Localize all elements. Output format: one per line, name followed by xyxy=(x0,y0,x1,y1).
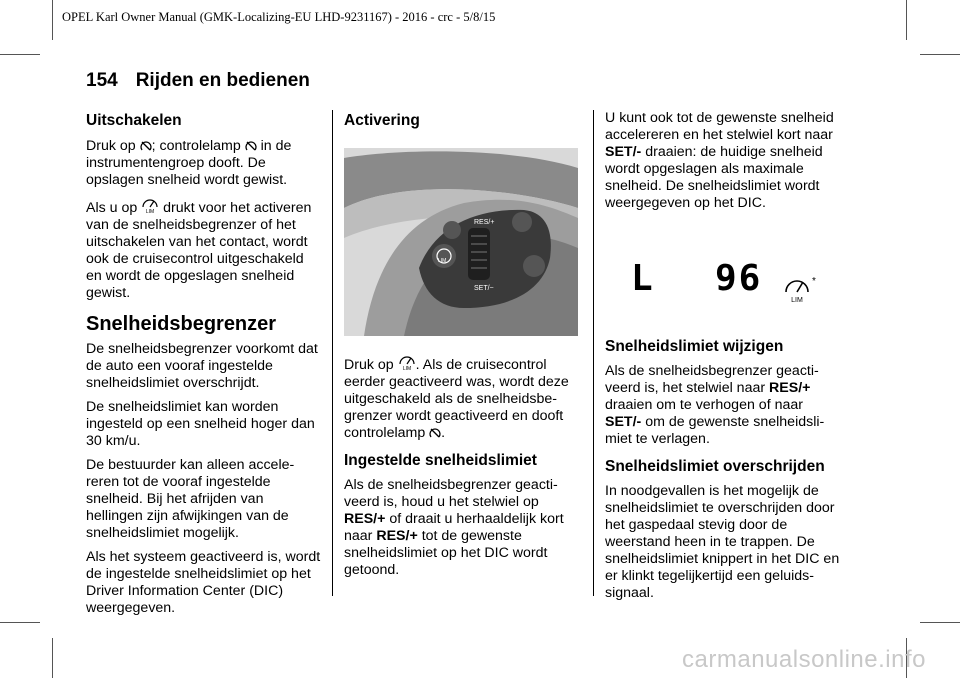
column-3 xyxy=(605,110,841,609)
paragraph: De snelheidslimiet kan worden ingesteld op een snelheid hoger dan 30 km/u. xyxy=(86,399,315,449)
lim-label: LIM xyxy=(438,258,447,264)
column-divider xyxy=(332,110,333,596)
cruise-off-icon xyxy=(245,140,257,152)
document-meta-header: OPEL Karl Owner Manual (GMK-Localizing-EU LHD-9231167) - 2016 - crc - 5/8/15 xyxy=(62,10,496,24)
column-2 xyxy=(344,110,580,586)
heading-activering: Activering xyxy=(344,112,420,129)
dic-speed-value: 96 xyxy=(715,258,763,299)
heading-uitschakelen: Uitschakelen xyxy=(86,112,182,129)
cruise-off-icon xyxy=(429,427,441,439)
subheading-snelheidslimiet-wijzigen: Snelheidslimiet wijzigen xyxy=(605,338,784,355)
key-res-plus: RES/+ xyxy=(344,511,386,527)
res-plus-label: RES/+ xyxy=(474,219,495,226)
crop-mark xyxy=(52,0,53,40)
paragraph: Druk op LIM . Als de cruisecontrol eerder geactiveerd was, wordt deze uitgeschakeld als de snelheidsbe-grenzer wordt geactiveerd en dooft controlelamp . xyxy=(344,353,580,442)
paragraph: Als de snelheidsbegrenzer geacti-veerd is, het stelwiel naar RES/+ draaien om te verhogen of naar SET/- om de gewenste snelheidsli-miet te verlagen. xyxy=(605,363,825,447)
crop-mark xyxy=(52,638,53,678)
column-divider xyxy=(593,110,594,596)
dic-display-illustration xyxy=(605,258,816,318)
speed-limiter-icon xyxy=(398,353,416,371)
key-set-minus: SET/- xyxy=(605,414,642,430)
speed-limiter-icon xyxy=(141,196,159,214)
svg-text:LIM: LIM xyxy=(146,209,155,214)
crop-mark xyxy=(920,622,960,623)
key-set-minus: SET/- xyxy=(605,144,642,160)
paragraph: Druk op ; controlelamp in de instrumentengroep dooft. De opslagen snelheid wordt gewist. xyxy=(86,138,292,188)
crop-mark xyxy=(0,54,40,55)
cruise-off-icon xyxy=(140,140,152,152)
page-number: 154 xyxy=(86,70,118,91)
paragraph: Als het systeem geactiveerd is, wordt de ingestelde snelheidslimiet op het Driver Information Center (DIC) weergegeven. xyxy=(86,549,321,616)
subheading-ingestelde-snelheidslimiet: Ingestelde snelheidslimiet xyxy=(344,452,537,469)
page-header xyxy=(86,70,310,92)
dic-lim-label: LIM xyxy=(791,297,803,304)
set-minus-label: SET/− xyxy=(474,285,494,292)
crop-mark xyxy=(920,54,960,55)
steering-wheel-illustration xyxy=(344,148,578,336)
paragraph: Als u op LIM drukt voor het activeren van de snelheidsbegrenzer of het uitschakelen van het contact, wordt ook de cruisecontrol uitgeschakeld en wordt de opgeslagen snelheid gewist. xyxy=(86,196,322,302)
watermark: carmanualsonline.info xyxy=(682,646,926,673)
dic-star: * xyxy=(812,276,816,287)
paragraph: De bestuurder kan alleen accele-reren tot de vooraf ingestelde snelheid. Bij het afrijden van hellingen zijn afwijkingen van de snelheidslimiet mogelijk. xyxy=(86,457,295,541)
paragraph: De snelheidsbegrenzer voorkomt dat de auto een vooraf ingestelde snelheidslimiet overschrijdt. xyxy=(86,341,318,391)
key-res-plus: RES/+ xyxy=(376,528,418,544)
dic-left-segment: L xyxy=(631,258,655,299)
column-1 xyxy=(86,110,322,624)
page-title: Rijden en bedienen xyxy=(135,70,310,91)
paragraph: In noodgevallen is het mogelijk de snelheidslimiet te overschrijden door het gaspedaal stevig door de weerstand heen in te trappen. De snelheidslimiet knippert in het DIC en er klinkt tegelijkertijd een geluids-signaal. xyxy=(605,483,840,601)
crop-mark xyxy=(906,0,907,40)
key-res-plus: RES/+ xyxy=(769,380,811,396)
crop-mark xyxy=(0,622,40,623)
speed-limiter-icon xyxy=(783,274,817,304)
paragraph: U kunt ook tot de gewenste snelheid accelereren en het stelwiel kort naar SET/- draaien: de huidige snelheid wordt opgeslagen als maximale snelheid. De snelheidslimiet wordt weergegeven op het DIC. xyxy=(605,110,834,211)
subheading-snelheidslimiet-overschrijden: Snelheidslimiet overschrijden xyxy=(605,458,825,475)
paragraph: Als de snelheidsbegrenzer geacti-veerd is, houd u het stelwiel op RES/+ of draait u herhaaldelijk kort naar RES/+ tot de gewenste snelheidslimiet op het DIC wordt getoond. xyxy=(344,477,564,578)
section-title: Snelheidsbegrenzer xyxy=(86,313,277,335)
svg-text:LIM: LIM xyxy=(402,366,411,371)
